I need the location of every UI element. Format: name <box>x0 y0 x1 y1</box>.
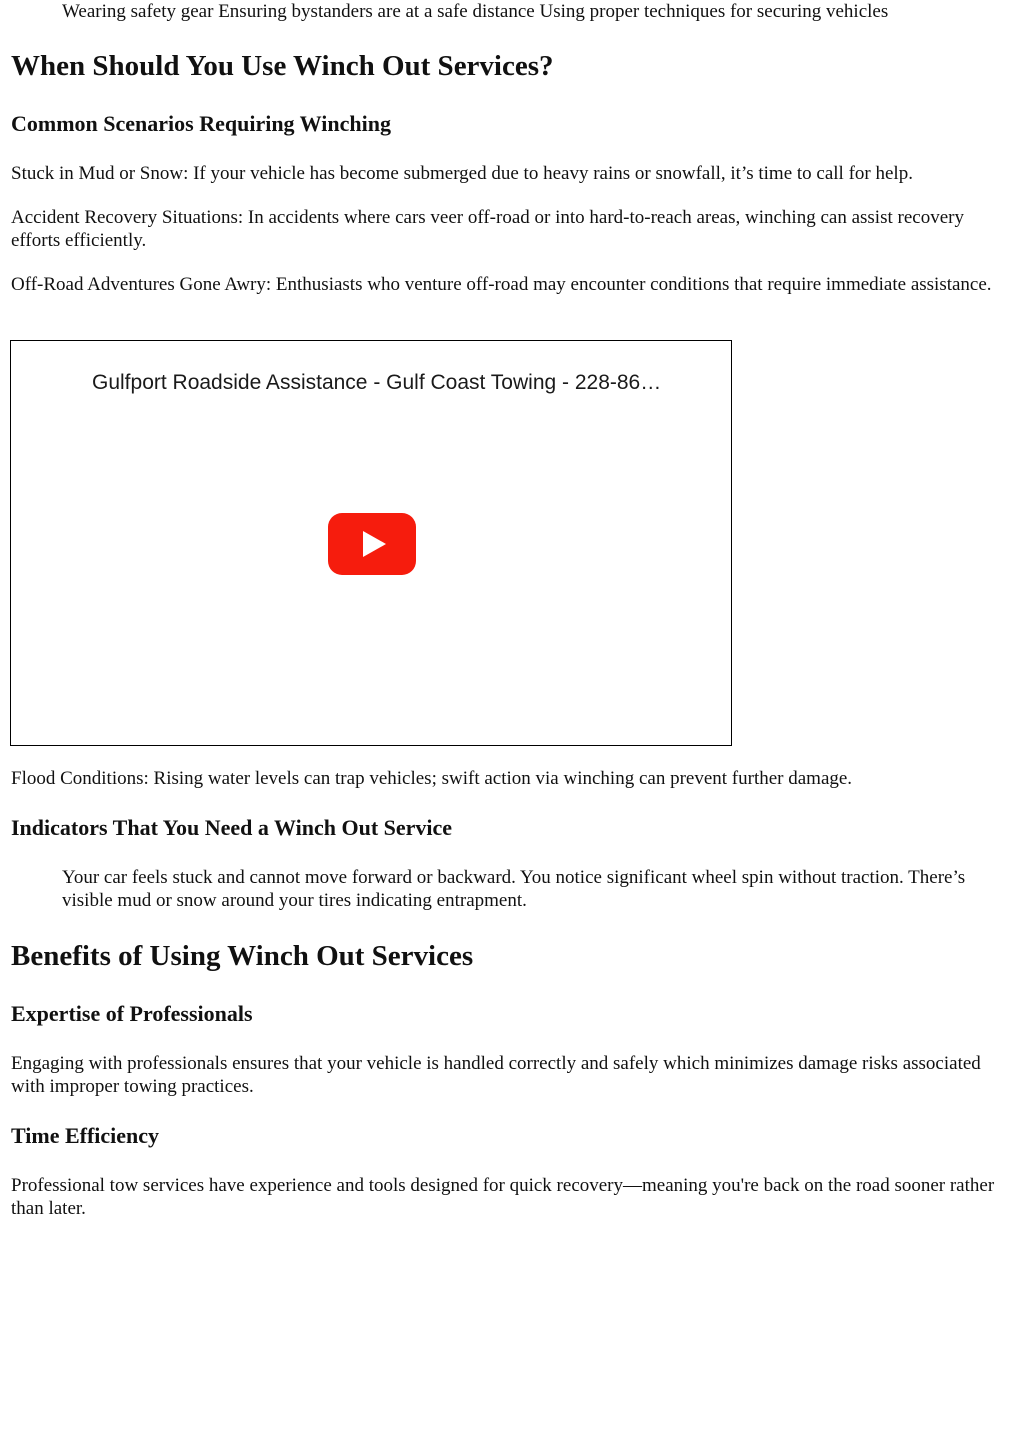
subheading-time-efficiency: Time Efficiency <box>11 1123 160 1148</box>
subheading-common-scenarios: Common Scenarios Requiring Winching <box>11 111 391 136</box>
time-efficiency-text: Professional tow services have experience and tools designed for quick recovery—meaning you're back on the road sooner rather than later. <box>11 1175 995 1219</box>
expertise-text: Engaging with professionals ensures that your vehicle is handled correctly and safely which minimizes damage risks associated with improper towing practices. <box>11 1053 981 1097</box>
scenario-off-road: Off-Road Adventures Gone Awry: Enthusiasts who venture off-road may encounter conditions that require immediate assistance. <box>11 274 992 295</box>
safety-measures-list: Wearing safety gear Ensuring bystanders are at a safe distance Using proper techniques for securing vehicles <box>62 1 889 22</box>
subheading-expertise: Expertise of Professionals <box>11 1001 253 1026</box>
scenario-mud-snow: Stuck in Mud or Snow: If your vehicle has become submerged due to heavy rains or snowfall, it’s time to call for help. <box>11 163 913 184</box>
flood-conditions-text: Flood Conditions: Rising water levels can trap vehicles; swift action via winching can prevent further damage. <box>11 768 853 789</box>
indicators-list: Your car feels stuck and cannot move forward or backward. You notice significant wheel spin without traction. There’s visible mud or snow around your tires indicating entrapment. <box>62 867 966 911</box>
video-title[interactable]: Gulfport Roadside Assistance - Gulf Coast Towing - 228-86… <box>92 371 662 394</box>
youtube-play-icon[interactable] <box>328 513 416 575</box>
subheading-indicators: Indicators That You Need a Winch Out Service <box>11 815 453 840</box>
scenario-accident-recovery: Accident Recovery Situations: In accidents where cars veer off-road or into hard-to-reach areas, winching can assist recovery efforts efficiently. <box>11 207 964 251</box>
section-heading-benefits: Benefits of Using Winch Out Services <box>11 940 474 972</box>
video-embed[interactable] <box>10 340 732 746</box>
section-heading-when: When Should You Use Winch Out Services? <box>11 50 554 82</box>
